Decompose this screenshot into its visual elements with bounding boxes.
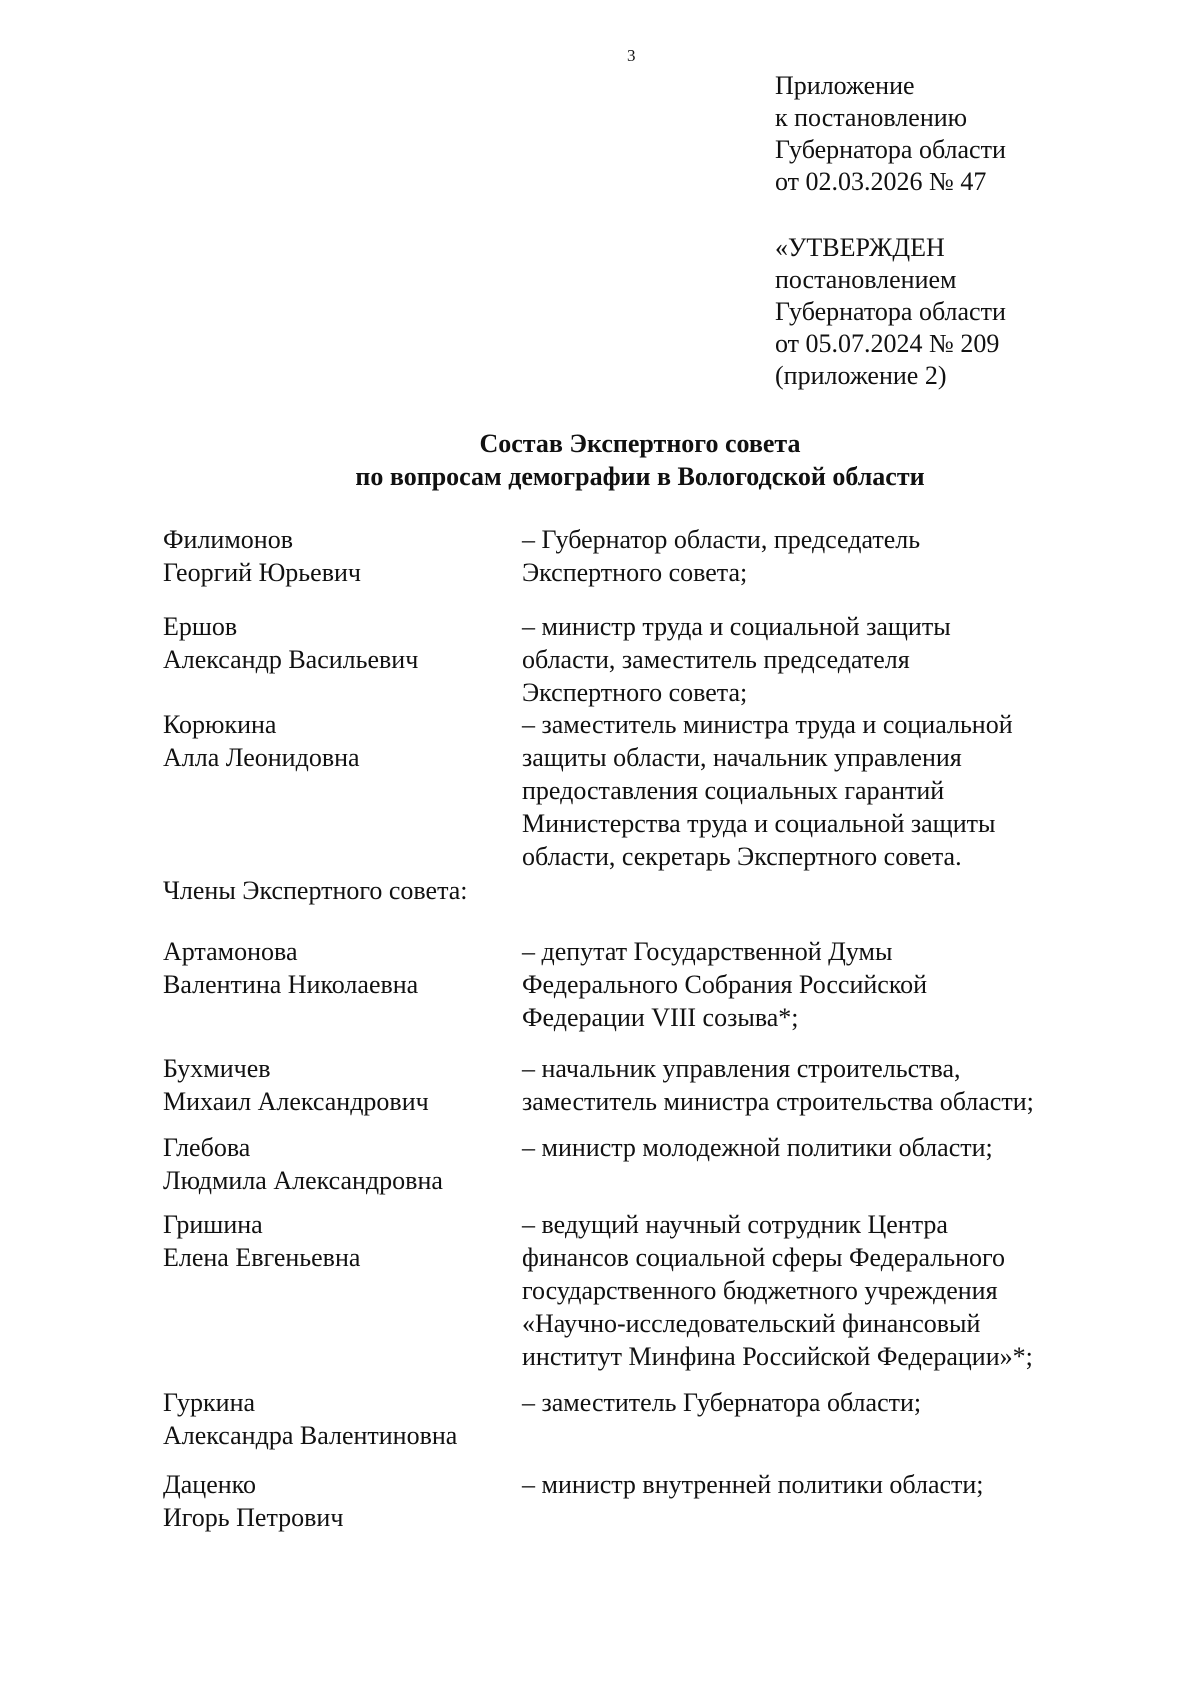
member-name [163,523,361,589]
member-role [522,1052,1034,1118]
member-name [163,1208,360,1274]
role-line: – заместитель министра труда и социальной [522,710,1013,739]
role-line: институт Минфина Российской Федерации»*; [522,1342,1033,1371]
appendix-line: Губернатора области [775,135,1006,164]
member-given-name: Людмила Александровна [163,1166,443,1195]
member-surname: Филимонов [163,525,293,554]
member-name [163,1468,343,1534]
role-line: предоставления социальных гарантий [522,776,945,805]
role-line: – ведущий научный сотрудник Центра [522,1210,948,1239]
title-line-1: Состав Экспертного совета [479,429,801,458]
member-role [522,708,1013,873]
member-name [163,1131,443,1197]
role-line: – начальник управления строительства, [522,1054,961,1083]
appendix-line: Приложение [775,71,915,100]
approved-line: «УТВЕРЖДЕН [775,233,945,262]
role-line: заместитель министра строительства области; [522,1087,1034,1116]
role-line: – заместитель Губернатора области; [522,1388,922,1417]
approved-block [775,232,1006,392]
role-line: – Губернатор области, председатель [522,525,921,554]
role-line: финансов социальной сферы Федерального [522,1243,1005,1272]
member-name [163,708,360,774]
role-line: – министр молодежной политики области; [522,1133,993,1162]
member-role [522,935,927,1034]
member-given-name: Елена Евгеньевна [163,1243,361,1272]
role-line: Министерства труда и социальной защиты [522,809,996,838]
member-given-name: Михаил Александрович [163,1087,429,1116]
role-line: защиты области, начальник управления [522,743,962,772]
role-line: – министр труда и социальной защиты [522,612,951,641]
member-role [522,1386,921,1419]
member-name [163,1386,457,1452]
member-surname: Бухмичев [163,1054,271,1083]
member-given-name: Александр Васильевич [163,645,419,674]
role-line: Экспертного совета; [522,558,748,587]
member-given-name: Игорь Петрович [163,1503,344,1532]
role-line: Экспертного совета; [522,678,748,707]
members-heading: Члены Экспертного совета: [163,876,468,905]
role-line: – депутат Государственной Думы [522,937,893,966]
appendix-block [775,70,1006,198]
member-name [163,1052,429,1118]
page-number: 3 [627,46,636,65]
approved-line: (приложение 2) [775,361,947,390]
appendix-line: от 02.03.2026 № 47 [775,167,987,196]
role-line: Федерации VIII созыва*; [522,1003,799,1032]
approved-line: Губернатора области [775,297,1006,326]
member-surname: Даценко [163,1470,256,1499]
member-role [522,1131,993,1164]
member-surname: Артамонова [163,937,298,966]
role-line: – министр внутренней политики области; [522,1470,984,1499]
appendix-line: к постановлению [775,103,968,132]
member-surname: Ершов [163,612,238,641]
member-role [522,523,920,589]
member-role [522,610,951,709]
approved-line: постановлением [775,265,957,294]
member-given-name: Георгий Юрьевич [163,558,361,587]
document-title [0,427,1200,493]
member-given-name: Алла Леонидовна [163,743,360,772]
member-surname: Гришина [163,1210,263,1239]
member-role [522,1468,984,1501]
role-line: государственного бюджетного учреждения [522,1276,998,1305]
member-role [522,1208,1033,1373]
role-line: «Научно-исследовательский финансовый [522,1309,981,1338]
member-surname: Гуркина [163,1388,256,1417]
title-line-2: по вопросам демографии в Вологодской области [355,462,925,491]
approved-line: от 05.07.2024 № 209 [775,329,1000,358]
member-name [163,935,418,1001]
member-surname: Корюкина [163,710,277,739]
role-line: Федерального Собрания Российской [522,970,928,999]
member-given-name: Александра Валентиновна [163,1421,458,1450]
role-line: области, заместитель председателя [522,645,910,674]
role-line: области, секретарь Экспертного совета. [522,842,962,871]
member-given-name: Валентина Николаевна [163,970,419,999]
member-name [163,610,418,676]
member-surname: Глебова [163,1133,251,1162]
